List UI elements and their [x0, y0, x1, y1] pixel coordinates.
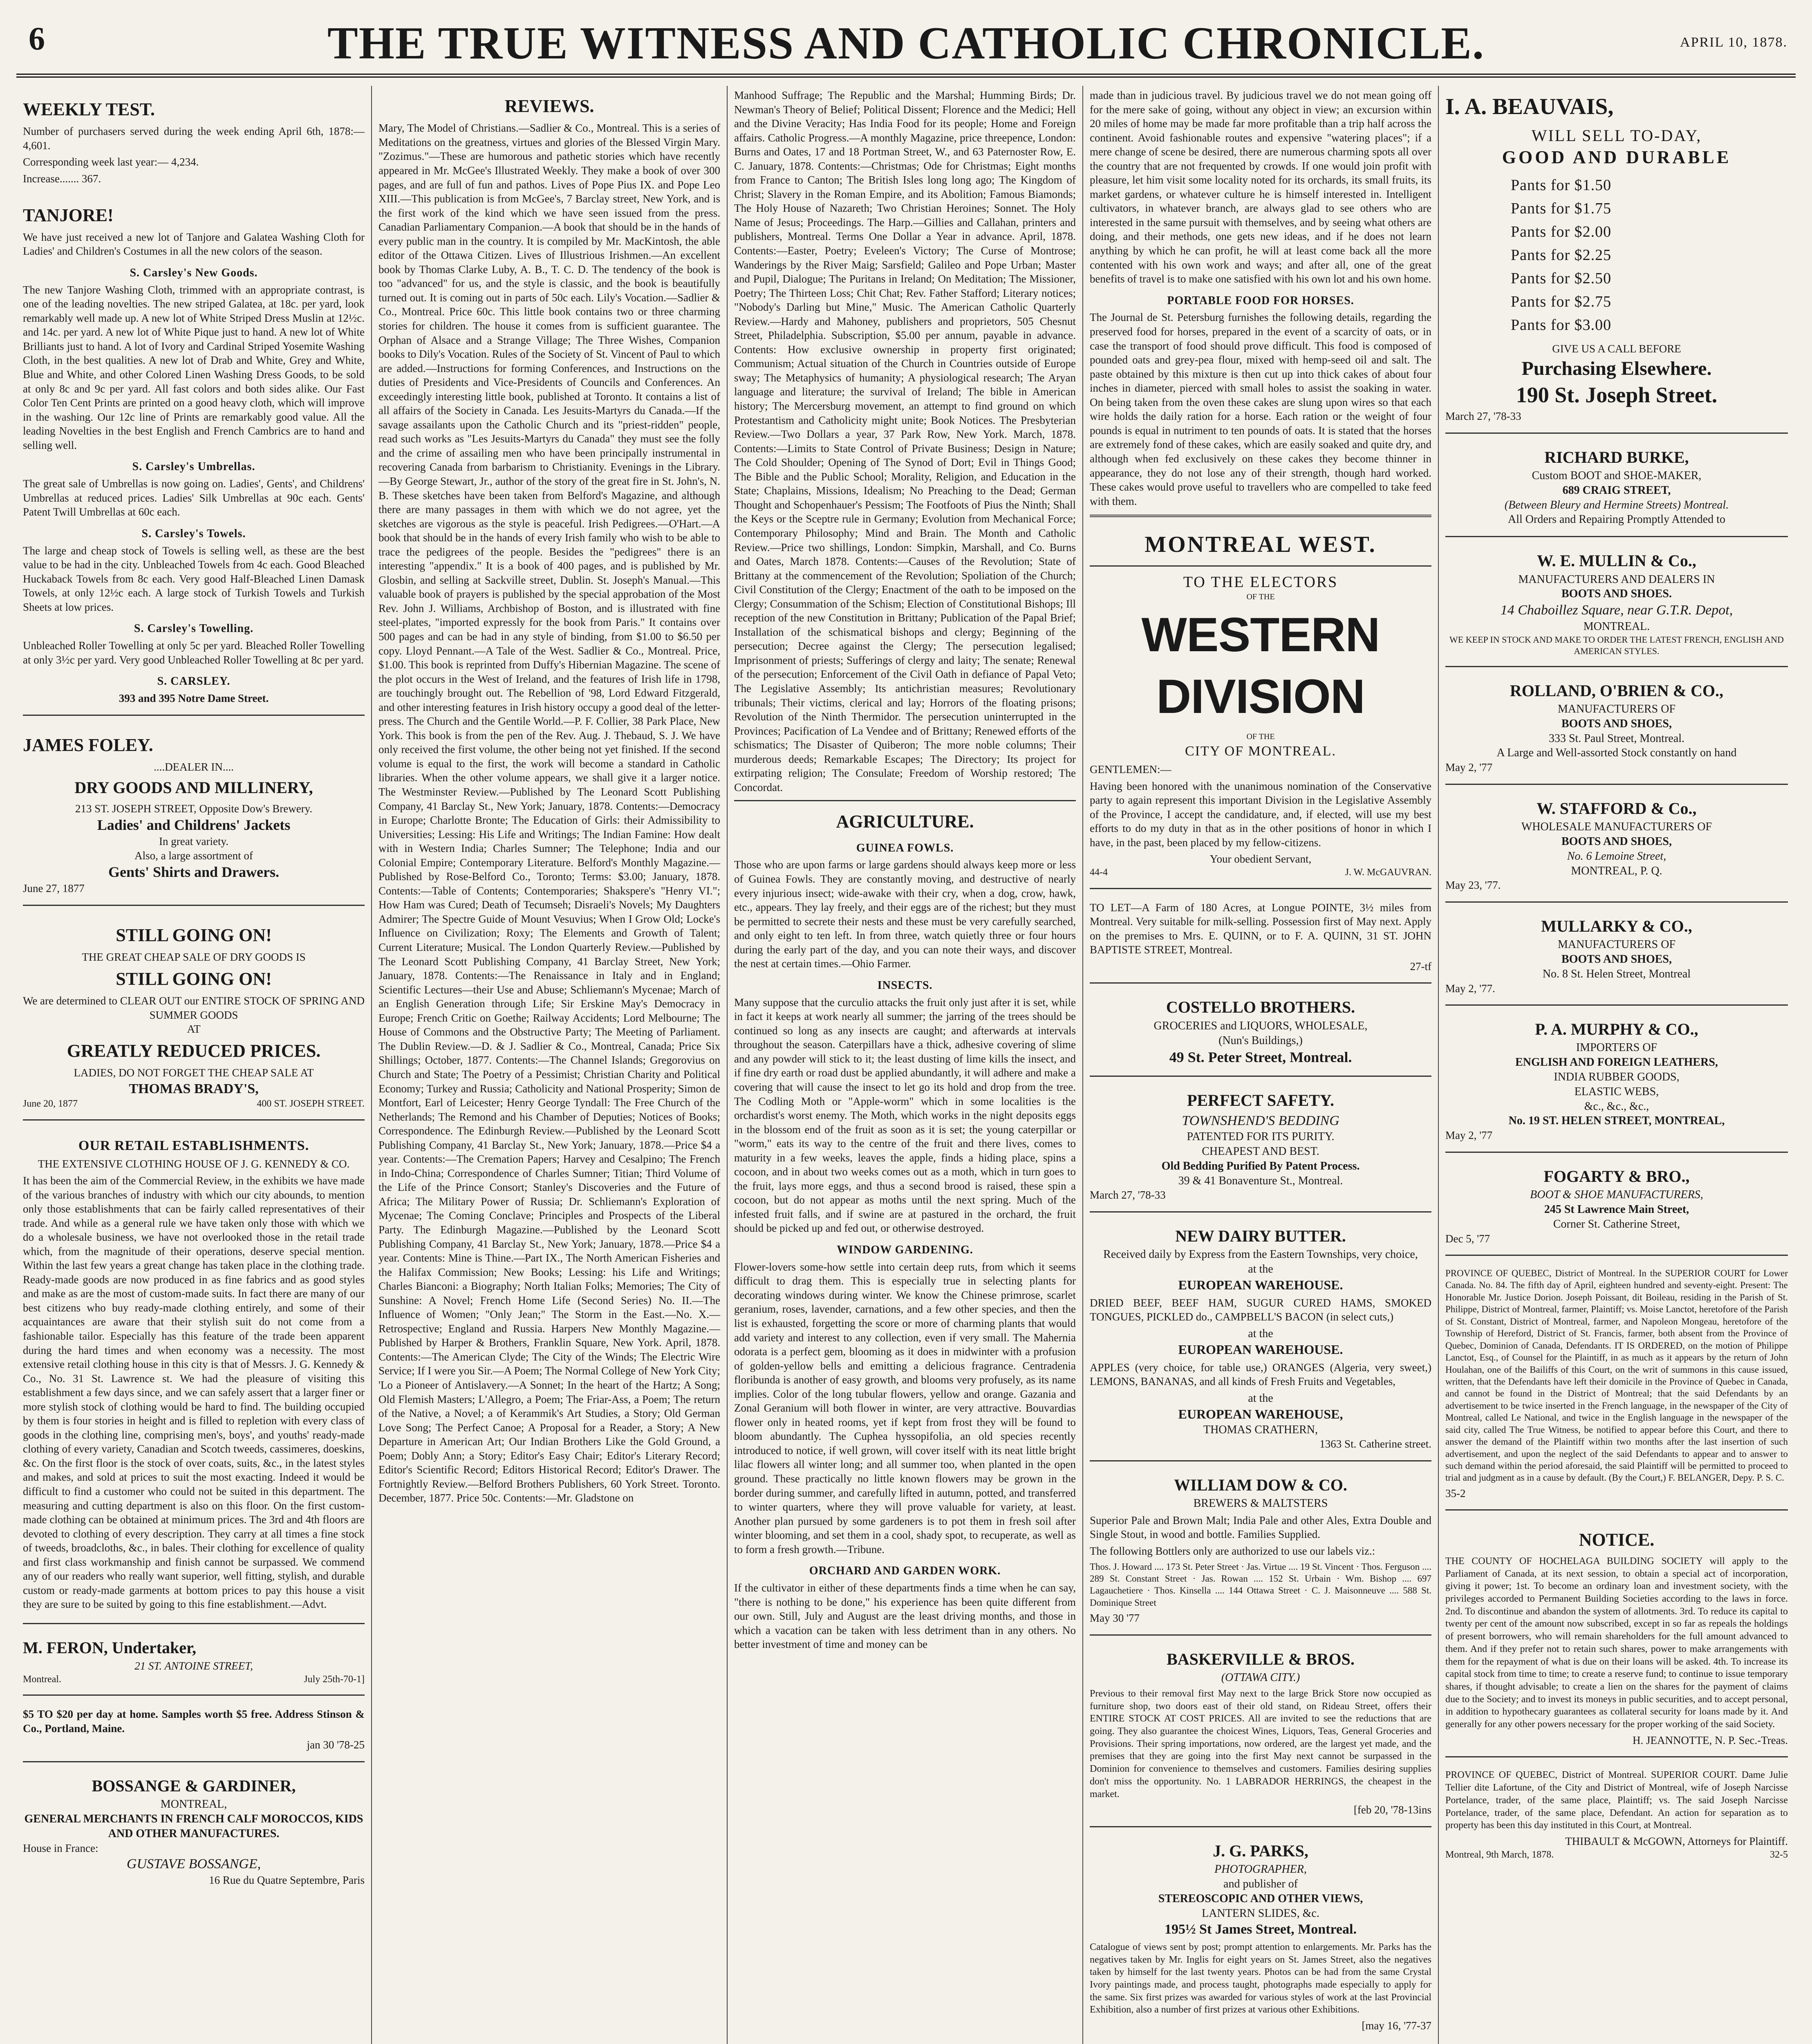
rolland-line: 333 St. Paul Street, Montreal.: [1548, 732, 1685, 745]
foley-date: June 27, 1877: [23, 882, 85, 895]
butter-line: at the: [1248, 1327, 1273, 1340]
parks-date: [may 16, '77-37: [1362, 2019, 1431, 2032]
court-notice: [1445, 1262, 1788, 1504]
baskerville-title: BASKERVILLE & BROS.: [1167, 1650, 1355, 1668]
butter-ad: [1090, 1218, 1431, 1455]
beauvais-line: 190 St. Joseph Street.: [1516, 383, 1718, 408]
mullin-line: WE KEEP IN STOCK AND MAKE TO ORDER THE LATEST FRENCH, ENGLISH AND AMERICAN STYLES.: [1449, 634, 1784, 656]
baskerville-date: [feb 20, '78-13ins: [1353, 1804, 1431, 1816]
separation-notice: [1445, 1763, 1788, 1864]
tanjore-body: Unbleached Roller Towelling at only 5c per yard. Bleached Roller Towelling at only 3½c per yard. Very good Unbleached Roller Towelling at 8c per yard.: [23, 639, 365, 666]
tanjore-subhead: S. Carsley's Towels.: [141, 527, 246, 540]
safety-line: PATENTED FOR ITS PURITY.: [1187, 1130, 1335, 1143]
tanjore-body: The new Tanjore Washing Cloth, trimmed with an appropriate contrast, is one of the leading novelties. The new striped Galatea, at 18c. per yard, look remarkably well made up. A new lot of White Striped Dress Muslin at 12½c. and 14c. per yard. A new lot of White Pique just to hand. A new lot of White Brilliants just to hand. A lot of Ivory and Cardinal Striped Yosemite Washing Cloth, in the best qualities. A new lot of Drab and White, Grey and White, Blue and White, and other Colored Linen Washing Dress Goods, to be sold at only 8c and 9c per yard. All fast colors and both sides alike. Our Fast Color Ten Cent Prints are printed on a good heavy cloth, which will improve in the washing. Our 12c line of Prints are remarkably good value. All the leading Novelties in the best English and French Cambrics are to hand and selling well.: [23, 283, 365, 451]
beauvais-line: GIVE US A CALL BEFORE: [1552, 343, 1681, 355]
feron-city: Montreal.: [23, 1674, 61, 1685]
brady-ad: [23, 912, 365, 1114]
butter-line: EUROPEAN WAREHOUSE,: [1178, 1406, 1343, 1421]
insects-body: Many suppose that the curculio attacks the fruit only just after it is set, while in fact it keeps at work nearly all summer; the jarring of the trees should be continued so long as any insects are caught; and afterwards at intervals throughout the season. Caterpillars have a thick, adhesive covering of slime and any powder will stick to it; the least dusting of lime kills the insect, and if fine dry earth or road dust be applied abundantly, it will adhere and make a covering that will cause the insect to let go its hold and drop from the tree. The Codling Moth or "Apple-worm" which in some localities is the orchardist's worst enemy. The Moth, which works in the night deposits eggs in the blossom end of the fruit as soon as it is set; the young caterpillar or "worm," eats its way to the centre of the fruit and there lives, comes to maturity in a few weeks, leaves the apple, finds a hiding place, spins a cocoon, and in about two weeks comes out as a moth, which in turn goes to the fruit, lays more eggs, and thus a second brood is raised, these spin a cocoon, but do not appear as moths until the next spring. Much of the infested fruit falls, and if swine are at pastured in the orchard, the fruit should be picked up and fed out, or otherwise destroyed.: [734, 996, 1076, 1235]
beauvais-title: I. A. BEAUVAIS,: [1445, 94, 1614, 119]
brady-address: 400 ST. JOSEPH STREET.: [257, 1098, 365, 1109]
divider: [1090, 888, 1431, 889]
beauvais-line: GOOD AND DURABLE: [1502, 147, 1731, 167]
butter-line: at the: [1248, 1392, 1273, 1405]
agriculture-title: AGRICULTURE.: [836, 811, 974, 832]
costello-line: GROCERIES and LIQUORS, WHOLESALE,: [1153, 1019, 1368, 1032]
mw-signature: J. W. McGAUVRAN.: [1345, 867, 1431, 878]
tanjore-body: The large and cheap stock of Towels is selling well, as these are the best value to be had in the city. Unbleached Towels from 4c each. Good Bleached Huckaback Towels from 8c each. Very good Half-Bleached Linen Damask Towels, at only 12½c each. A large stock of Turkish Towels and Turkish Sheets at low prices.: [23, 544, 365, 613]
butter-line: EUROPEAN WAREHOUSE.: [1178, 1342, 1343, 1357]
column-2: [372, 86, 728, 2044]
burke-line: All Orders and Repairing Promptly Attended to: [1508, 513, 1725, 526]
dow-bottlers: Thos. J. Howard .... 173 St. Peter Street · Jas. Virtue .... 19 St. Vincent · Thos. Ferguson .... 289 St. Constant Street · Jas. Rowan .... 152 St. Urbain · Wm. Bishop .... 697 Lagauchetiere · Thos. Kinsella .... 144 Ottawa Street · C. J. Maisonneuve .... 588 St. Dominique Street: [1090, 1561, 1431, 1608]
foley-line: DRY GOODS AND MILLINERY,: [74, 778, 313, 797]
price-item: Pants for $2.25: [1511, 247, 1612, 264]
divider: [1445, 784, 1788, 785]
mullin-line: BOOTS AND SHOES.: [1561, 587, 1672, 601]
newspaper-page: [16, 12, 1796, 2044]
divider: [1090, 1634, 1431, 1636]
dow-line: The following Bottlers only are authorized to use our labels viz.:: [1090, 1545, 1375, 1557]
burke-ad: [1445, 439, 1788, 531]
butter-line: at the: [1248, 1262, 1273, 1275]
butter-fruits: APPLES (very choice, for table use,) ORANGES (Algeria, very sweet,) LEMONS, BANANAS, and all kinds of Fresh Fruits and Vegetables,: [1090, 1361, 1431, 1388]
rolland-line: A Large and Well-assorted Stock constantly on hand: [1496, 746, 1737, 760]
window-body: Flower-lovers some-how settle into certain deep ruts, from which it seems difficult to drag them. This is especially true in selecting plants for decorating windows during winter. We know the Chinese primrose, scarlet geranium, roses, lavender, carnations, and a few other species, and then the list is exhausted, forgetting the score or more of charming plants that would add variety and interest to any collection, even if very small. The Mahernia odorata is a perfect gem, blooming as it does in midwinter with a profusion of golden-yellow bells and emitting a delicious fragrance. Centradenia floribunda is another of easy growth, and blooms very profusely, as its name implies. Color of the long tubular flowers, yellow and orange. Gazania and Zonal Geranium will both flower in winter, are very attractive. Bouvardias flower only in heated rooms, yet if kept from frost they will be found to bloom abundantly. The Cuphea hyssopifolia, an old species recently introduced to notice, if well grown, will cover itself with its neat little bright lilac flowers all winter long; and all summer too, when planted in the open ground. These practically no little known flowers may be grown in the border during summer, and carefully lifted in autumn, potted, and transferred to winter quarters, where they will prove valuable for variety, at least. Another plan pursued by some gardeners is to pot them in fresh soil after winter blooming, and set them in a cool, shady spot, to recuperate, as well as to form a fresh growth.—Tribune.: [734, 1260, 1076, 1555]
mullin-line: 14 Chaboillez Square, near G.T.R. Depot,: [1500, 603, 1733, 618]
burke-title: RICHARD BURKE,: [1544, 448, 1689, 466]
divider: [1090, 982, 1431, 984]
mw-body: Having been honored with the unanimous nomination of the Conservative party to again represent this important Division in the Legislative Assembly of the Province, I accept the candidature, and, if elected, will use my best efforts to do my duty in that as in the other positions of honor in which I have, in the past, been placed by my fellow-citizens.: [1090, 780, 1431, 849]
murphy-line: IMPORTERS OF: [1576, 1041, 1657, 1054]
costello-line: 49 St. Peter Street, Montreal.: [1169, 1049, 1352, 1066]
page-number: 6: [29, 21, 45, 57]
mw-line: OF THE: [1246, 592, 1275, 602]
divider: [1445, 901, 1788, 903]
retail-article: [23, 1126, 365, 1617]
tanjore-title: TANJORE!: [23, 205, 114, 225]
fogarty-line: BOOT & SHOE MANUFACTURERS,: [1530, 1188, 1703, 1201]
weekly-test-title: WEEKLY TEST.: [23, 99, 155, 119]
portable-title: PORTABLE FOOD FOR HORSES.: [1167, 294, 1354, 307]
safety-title: PERFECT SAFETY.: [1187, 1091, 1335, 1110]
divider: [23, 1119, 365, 1121]
brady-line: We are determined to CLEAR OUT our ENTIRE STOCK OF SPRING AND SUMMER GOODS: [23, 995, 365, 1021]
price-item: Pants for $2.50: [1511, 270, 1612, 287]
building-society-notice: [1445, 1516, 1788, 1750]
masthead: [16, 12, 1796, 78]
feron-ad: [23, 1630, 365, 1689]
orchard-title: ORCHARD AND GARDEN WORK.: [809, 1564, 1001, 1578]
parks-ad: [1090, 1833, 1431, 2036]
pants-price-list: [1511, 174, 1788, 337]
tolet-text: TO LET—A Farm of 180 Acres, at Longue POINTE, 3½ miles from Montreal. Very suitable for milk-selling. Possession first of May next. Apply on the premises to Mrs. E. QUINN, or to F. A. QUINN, 31 ST. JOHN BAPTISTE STREET, Montreal.: [1090, 901, 1431, 956]
feron-title: M. FERON, Undertaker,: [23, 1638, 197, 1657]
guinea-body: Those who are upon farms or large gardens should always keep more or less of Guinea Fowls. They are constantly moving, and destructive of nearly every injurious insect; wide-awake with their cry, when a dog, crow, hawk, etc., appears. They lay freely, and their eggs are of the richest; but they must be permitted to secrete their nests and these must be very carefully searched, and only eight to ten left. In from three, watch quietly three or four hours during the early part of the day, and you can note their ways, and discover the nest at certain times.—Ohio Farmer.: [734, 858, 1076, 970]
tolet-ad: [1090, 895, 1431, 977]
brady-line: THE GREAT CHEAP SALE OF DRY GOODS IS: [82, 951, 306, 964]
stinson-ad: [23, 1701, 365, 1755]
retail-subtitle: THE EXTENSIVE CLOTHING HOUSE OF J. G. KENNEDY & CO.: [38, 1158, 350, 1170]
separation-code: 32-5: [1770, 1849, 1788, 1860]
safety-line: TOWNSHEND'S BEDDING: [1182, 1113, 1339, 1128]
divider: [1445, 1004, 1788, 1006]
stinson-date: jan 30 '78-25: [307, 1739, 365, 1751]
mullin-line: MANUFACTURERS AND DEALERS IN: [1518, 573, 1715, 586]
newspaper-title: THE TRUE WITNESS AND CATHOLIC CHRONICLE.: [327, 18, 1485, 69]
divider: [1445, 1255, 1788, 1256]
column-3: [728, 86, 1083, 2044]
stafford-line: MONTREAL, P. Q.: [1571, 864, 1662, 877]
brady-line: LADIES, DO NOT FORGET THE CHEAP SALE AT: [74, 1067, 314, 1079]
portable-body: The Journal de St. Petersburg furnishes the following details, regarding the preserved food for horses, prepared in the event of a scarcity of oats, or in case the transport of food should prove difficult. This food is composed of pounded oats and grey-pea flour, mixed with hemp-seed oil and salt. The paste obtained by this mixture is then cut up into thick cakes of about four inches in diameter, pierced with small holes to assist the soaking in water. On being taken from the oven these cakes are slung upon wires so that each wire holds the daily ration for a horse. Each ration or the weight of four pounds is equal in nutriment to ten pounds of oats. It is stated that the horses are extremely fond of these cakes, which are easily soaked and quite dry, and although when fed exclusively on these cakes they become thinner in appearance, they do not lose any of their strength, though hard worked. These cakes would prove useful to travellers who are compelled to take feed with them.: [1090, 311, 1431, 507]
brady-footer: [23, 1098, 365, 1110]
bossange-ad: [23, 1768, 365, 1890]
bossange-line: GENERAL MERCHANTS IN FRENCH CALF MOROCCOS, KIDS AND OTHER MANUFACTURES.: [24, 1813, 363, 1840]
mullarky-ad: [1445, 908, 1788, 999]
bossange-line: House in France:: [23, 1842, 99, 1854]
mullarky-date: May 2, '77.: [1445, 982, 1495, 995]
tanjore-subhead: S. Carsley's Towelling.: [134, 622, 254, 635]
price-item: Pants for $2.75: [1511, 293, 1612, 311]
separation-signature: THIBAULT & McGOWN, Attorneys for Plaintiff.: [1565, 1835, 1788, 1847]
beauvais-date: March 27, '78-33: [1445, 410, 1521, 423]
baskerville-subtitle: (OTTAWA CITY.): [1221, 1671, 1300, 1684]
columns: [16, 86, 1796, 2044]
mw-greeting: GENTLEMEN:—: [1090, 763, 1171, 776]
burke-line: Custom BOOT and SHOE-MAKER,: [1532, 469, 1702, 482]
divider: [23, 905, 365, 906]
weekly-test-line: Increase....... 367.: [23, 172, 101, 185]
tolet-code: 27-tf: [1410, 960, 1431, 973]
mullin-line: MONTREAL.: [1583, 620, 1650, 633]
safety-line: Old Bedding Purified By Patent Process.: [1161, 1159, 1360, 1172]
window-title: WINDOW GARDENING.: [837, 1243, 973, 1256]
rolland-ad: [1445, 673, 1788, 778]
price-item: Pants for $3.00: [1511, 316, 1612, 334]
murphy-line: No. 19 ST. HELEN STREET, MONTREAL,: [1508, 1114, 1725, 1127]
rolland-line: BOOTS AND SHOES,: [1561, 717, 1672, 730]
fogarty-ad: [1445, 1159, 1788, 1249]
stafford-ad: [1445, 791, 1788, 896]
divider: [1445, 1756, 1788, 1757]
murphy-line: ELASTIC WEBS,: [1574, 1085, 1659, 1098]
brady-line: AT: [187, 1023, 201, 1035]
brady-title: STILL GOING ON!: [116, 925, 272, 946]
tanjore-ad: [23, 192, 365, 709]
murphy-line: INDIA RUBBER GOODS,: [1554, 1070, 1680, 1083]
burke-line: (Between Bleury and Hermine Streets) Montreal.: [1504, 498, 1729, 511]
retail-body: It has been the aim of the Commercial Review, in the exhibits we have made of the various branches of industry with which our city abounds, to mention only those establishments that can be fairly called representatives of their trade. And while as a general rule we have taken only those with which we do a wholesale business, we have not overlooked those in the retail trade which, from the magnitude of their operations, deserve special mention. Within the last few years a great change has taken place in the clothing trade. Ready-made goods are now produced in as fine fabrics and as good styles and make as are the most of custom-made suits. In fact there are many of our best citizens who buy ready-made clothing entirely, and some of their acquaintances are aware that their stylish suit do not come from a fashionable tailor. Especially has this feature of the trade been apparent during the hard times and when economy was a necessity. The most extensive retail clothing house in this city is that of Messrs. J. G. Kennedy & Co., No. 31 St. Lawrence st. We had the pleasure of visiting this establishment a few days since, and we can safely assert that a larger finer or more stylish stock of clothing would be hard to find. The building occupied by them is four stories in height and is filled to repletion with every class of goods in the clothing line, comprising men's, boys', and youths' ready-made clothing of every variety, Canadian and Scotch tweeds, cassimeres, doeskins, &c. On the first floor is the stock of over coats, suits, &c., in the latest styles and makes, and sold at prices to suit the most exacting. Indeed it would be difficult to find a customer who could not be suited in this department. The measuring and cutting department is also on this floor. On the first custom-made clothing can be obtained at minimum prices. The 3rd and 4th floors are devoted to clothing of every description. They carry at all times a fine stock of tweeds, broadcloths, &c., in bales. Their clothing for excellence of quality and first class workmanship and finish cannot be surpassed. We commend any of our readers who really want superior, well fitting, stylish, and durable custom or ready-made garments at bottom prices to pay this house a visit they are sure to be suited by going to this fine establishment.—Advt.: [23, 1174, 365, 1611]
mw-code: 44-4: [1090, 867, 1108, 878]
mw-line: OF THE: [1246, 732, 1275, 742]
carsley-signature: S. CARSLEY.: [157, 675, 231, 688]
bossange-line: MONTREAL,: [160, 1798, 227, 1811]
fogarty-line: Corner St. Catherine Street,: [1553, 1217, 1680, 1230]
feron-footer: [23, 1673, 365, 1686]
foley-line: In great variety.: [159, 835, 228, 848]
rolland-date: May 2, '77: [1445, 761, 1493, 774]
safety-ad: [1090, 1083, 1431, 1206]
divider: [1445, 433, 1788, 434]
stafford-title: W. STAFFORD & Co.,: [1537, 799, 1697, 818]
rolland-title: ROLLAND, O'BRIEN & CO.,: [1510, 681, 1724, 700]
murphy-title: P. A. MURPHY & CO.,: [1535, 1020, 1698, 1039]
dow-date: May 30 '77: [1090, 1612, 1140, 1625]
costello-title: COSTELLO BROTHERS.: [1166, 998, 1355, 1017]
beauvais-ad: [1445, 86, 1788, 427]
brady-line: THOMAS BRADY'S,: [129, 1081, 259, 1096]
bossange-line: 16 Rue du Quatre Septembre, Paris: [209, 1874, 365, 1886]
brady-date: June 20, 1877: [23, 1098, 78, 1109]
foley-ad: [23, 722, 365, 899]
bossange-line: GUSTAVE BOSSANGE,: [126, 1856, 261, 1872]
divider: [1090, 515, 1431, 517]
dow-title: WILLIAM DOW & CO.: [1174, 1475, 1347, 1494]
mw-line: CITY OF MONTREAL.: [1185, 743, 1336, 759]
stinson-text: $5 TO $20 per day at home. Samples worth $5 free. Address Stinson & Co., Portland, Maine.: [23, 1708, 365, 1735]
insects-title: INSECTS.: [877, 979, 933, 992]
issue-date: APRIL 10, 1878.: [1680, 35, 1787, 50]
brady-line: GREATLY REDUCED PRICES.: [67, 1040, 321, 1061]
divider: [1090, 1211, 1431, 1213]
divider: [23, 715, 365, 716]
mullarky-line: BOOTS AND SHOES,: [1561, 953, 1672, 966]
divider: [1090, 1076, 1431, 1077]
beauvais-line: WILL SELL TO-DAY,: [1531, 126, 1702, 145]
foley-line: 213 ST. JOSEPH STREET, Opposite Dow's Brewery.: [75, 802, 313, 815]
divider: [23, 1694, 365, 1696]
stafford-date: May 23, '77.: [1445, 879, 1501, 892]
bossange-title: BOSSANGE & GARDINER,: [92, 1777, 296, 1795]
court-code: 35-2: [1445, 1487, 1466, 1499]
reviews-title: REVIEWS.: [504, 96, 594, 116]
fogarty-date: Dec 5, '77: [1445, 1232, 1490, 1245]
court-body: PROVINCE OF QUEBEC, District of Montreal. In the SUPERIOR COURT for Lower Canada. No. 84. The fifth day of April, eighteen hundred and seventy-eight. Present: The Honorable Mr. Justice Dorion. Joseph Poissant, dit Boileau, residing in the Parish of St. Philippe, District of Montreal, farmer, Plaintiff; vs. Moise Lanctot, heretofore of the Parish of St. Constant, District of Montreal, farmer, and Napoleon Mongeau, heretofore of the Township of Hereford, District of St. Francis, farmer, both absent from the Province of Quebec, Dominion of Canada, Defendants. IT IS ORDERED, on the motion of Philippe Lanctot, Esq., of Counsel for the Plaintiff, in as much as it appears by the return of John Houlahan, one of the Bailiffs of this Court, on the writ of summons in this cause issued, written, that the Defendants have left their domicile in the Province of Quebec in Canada, and cannot be found in the District of Montreal; that the said Defendants by an advertisement to be twice inserted in the French language, in the newspaper of the City of Montreal, called Le National, and twice in the English language in the newspaper of the said city, called The True Witness, be notified to appear before this Court, and there to answer the demand of the Plaintiff within two months after the last insertion of such advertisement, and upon the neglect of the said Defendants to appear and to answer to such demand within the period aforesaid, the said Plaintiff will be permitted to proceed to trial and judgment as in a cause by default. (By the Court,) F. BELANGER, Depy. P. S. C.: [1445, 1268, 1788, 1483]
tanjore-subhead: S. Carsley's New Goods.: [130, 266, 258, 279]
guinea-title: GUINEA FOWLS.: [856, 841, 954, 854]
mullin-ad: [1445, 543, 1788, 660]
mw-signoff: Your obedient Servant,: [1209, 853, 1312, 865]
separation-body: PROVINCE OF QUEBEC, District of Montreal. SUPERIOR COURT. Dame Julie Tellier dite Lafortune, of the City and District of Montreal, wife of Joseph Narcisse Portelance, trader, of the same place, Plaintiff; vs. The said Joseph Narcisse Portelance, trader, of the same place, Defendant. An action for separation as to property has been this day instituted in this Court, at Montreal.: [1445, 1770, 1788, 1831]
divider: [1090, 565, 1431, 567]
retail-title: OUR RETAIL ESTABLISHMENTS.: [78, 1138, 309, 1153]
foley-line: Gents' Shirts and Drawers.: [108, 864, 279, 881]
beauvais-line: Purchasing Elsewhere.: [1521, 357, 1712, 379]
notice-body: THE COUNTY OF HOCHELAGA BUILDING SOCIETY will apply to the Parliament of Canada, at its next session, to obtain a special act of incorporation, giving it power; 1st. To become an ordinary loan and investment society, with the privileges accorded to Permanent Building Societies according to the laws in force. 2nd. To discontinue and abandon the system of allotments. 3rd. To reduce its capital to twenty per cent of the amount now subscribed, except in so far as repeals the holdings of present borrowers, who will remain shareholders for the full amount advanced to them. And if they prefer not to retain such shares, power to make arrangements with them for the repayment of what is due on their loans will be asked. 4th. To increase its capital stock from time to time; to create a reserve fund; to continue to issue temporary shares, if thought advisable; to create a lien on the shares for the payment of claims due to the Society; and to invest its moneys in public securities, and to accept personal, in addition to hypothecary guarantees as collateral security for loans made by it. And generally for any other powers necessary for the proper working of the said Society.: [1445, 1555, 1788, 1730]
butter-line: EUROPEAN WAREHOUSE.: [1178, 1277, 1343, 1292]
divider: [1445, 1152, 1788, 1153]
foley-line: Also, a large assortment of: [134, 849, 253, 862]
burke-line: 689 CRAIG STREET,: [1562, 484, 1671, 497]
foley-line: Ladies' and Childrens' Jackets: [97, 817, 291, 834]
brady-line: STILL GOING ON!: [116, 968, 272, 989]
feron-address: 21 ST. ANTOINE STREET,: [134, 1660, 253, 1672]
fogarty-line: 245 St Lawrence Main Street,: [1544, 1203, 1689, 1216]
murphy-line: ENGLISH AND FOREIGN LEATHERS,: [1515, 1056, 1718, 1069]
divider: [1090, 1826, 1431, 1827]
baskerville-body: Previous to their removal first May next to the large Brick Store now occupied as furniture shop, two doors east of their old stand, on Rideau Street, offers their ENTIRE STOCK AT COST PRICES. All are invited to see the reductions that are going. They also guarantee the choicest Wines, Liquors, Teas, General Groceries and Provisions. Their spring importations, now ordered, are the largest yet made, and the premises that they are going into the first May next cannot be surpassed in the Dominion for convenience to themselves and customers. Families desiring supplies don't miss the opportunity. No. 1 LABRADOR HERRINGS, the cheapest in the market.: [1090, 1688, 1431, 1800]
carsley-address: 393 and 395 Notre Dame Street.: [119, 692, 269, 705]
mw-line: TO THE ELECTORS: [1183, 573, 1338, 591]
montreal-west-ad: [1090, 524, 1431, 882]
parks-line: LANTERN SLIDES, &c.: [1202, 1907, 1319, 1920]
tanjore-body: The great sale of Umbrellas is now going on. Ladies', Gents', and Childrens' Umbrellas at reduced prices. Ladies' Silk Umbrellas at 90c each. Gents' Patent Twill Umbrellas at 60c each.: [23, 477, 365, 518]
separation-date: Montreal, 9th March, 1878.: [1445, 1849, 1554, 1860]
mw-division: WESTERN DIVISION: [1141, 608, 1380, 724]
parks-title: J. G. PARKS,: [1213, 1841, 1308, 1860]
butter-line: 1363 St. Catherine street.: [1319, 1438, 1431, 1450]
divider: [1445, 1509, 1788, 1511]
butter-line: THOMAS CRATHERN,: [1203, 1423, 1318, 1436]
notice-title: NOTICE.: [1579, 1530, 1655, 1550]
murphy-ad: [1445, 1011, 1788, 1146]
reviews-continued: Manhood Suffrage; The Republic and the Marshal; Humming Birds; Dr. Newman's Theory of Belief; Political Dissent; Florence and the Medici; Hell and the Divine Veracity; Has India Food for its people; Home and Foreign affairs. Catholic Progress.—A monthly Magazine, price threepence, London: Burns and Oates, 17 and 18 Portman Street, W., and 63 Paternoster Row, E. C. January, 1878. Contents:—Christmas; Ode for Christmas; Eight months from France to Canton; The British Isles long long ago; The Kingdom of Christ; Slavery in the Roman Empire, and its Abolition; Famous Biamonds; The Holy House of Nazareth; Two Christian Heroines; Sonnet. The Holy Name of Jesus; Proceedings. The Harp.—Gillies and Callahan, printers and publishers, Montreal. Terms One Dollar a Year in advance. April, 1878. Contents:—Easter, Poetry; Eveleen's Victory; The Curse of Montrose; Wanderings by the River Maig; Sarsfield; Galileo and Pope Urban; Master and Pupil, Dialogue; The Puritans in Ireland; On Meditation; The Missioner, Poetry; The Thirteen Loss; Chit Chat; Rev. Father Stafford; Literary notices; "Nobody's Darling but Mine," Music. The American Catholic Quarterly Review.—Hardy and Mahoney, publishers and proprietors, 505 Chesnut Street, Philadelphia. Subscription, $5.00 per annum, payable in advance. Contents: How exclusive ownership in property first originated; Communism; Actual situation of the Church in Countries outside of Europe sway; The Metaphysics of humanity; A physiological research; The Aryan language and literature; the survival of Ireland; The bible in American history; The Mercersburg movement, an attempt to find ground on which Protestantism and Catholicity might unite; Book Notices. The Presbyterian Review.—Two Dollars a year, 37 Park Row, New York. March, 1878. Contents:—Limits to State Control of Private Business; Design in Nature; The Cold Shoulder; Opening of The Synod of Dort; Evil in Things Good; The Bible and the Public School; Morality, Religion, and Education in the State; Chaplains, Missions, Idealism; No Preaching to the Dead; German Thought and Schopenhauer's Pessism; The Footfoots of Pius the Ninth; Shall the Keys or the Sceptre rule in Germany; Evolution from Mechanical Force; Contemporary Philosophy; Mind and Brain. The Month and Catholic Review.—Price two shillings, London: Simpkin, Marshall, and Co. Burns and Oates, March 1878. Contents:—Causes of the Revolution; State of Brittany at the commencement of the Revolution; Spoliation of the Church; Civil Constitution of the Clergy; Enactment of the oath to be imposed on the Clergy; Consummation of the Schism; Election of Constitutional Bishops; Ill reception of the new Constitution in Brittany; Publication of the Papal Brief; Installation of the schismatical bishops and clergy; Beginning of the persecution; Decree against the Clergy; The persecution legalised; Imprisonment of priests; Sufferings of clergy and laity; The senate; Renewal of the persecution; Enforcement of the Civil Oath in defiance of Papal Veto; The Legislative Assembly; Its antichristian measures; Revolutionary tribunals; Their victims, clerical and lay; Horrors of the floating prisons; Revolution of the Ninth Thermidor. The persecution uninterrupted in the Provinces; Pacification of La Vendee and of Brittany; Renewed efforts of the schismatics; The Disaster of Quiberon; The more noble columns; Their murderous deeds; Remarkable Escapes; The Directory; Its project for extirpating religion; The Consulate; Freedom of Worship restored; The Concordat.: [734, 89, 1076, 793]
divider: [734, 800, 1076, 801]
column-4: [1083, 86, 1439, 2044]
orchard-body: If the cultivator in either of these departments finds a time when he can say, "there is nothing to be done," his experience has been quite different from our own. Still, July and August are the least driving months, and those in which a vacation can be taken with less detriment than in any others. No better investment of time and money can be: [734, 1582, 1076, 1651]
notice-signature: H. JEANNOTTE, N. P. Sec.-Treas.: [1633, 1734, 1788, 1746]
rolland-line: MANUFACTURERS OF: [1557, 703, 1676, 715]
parks-line: and publisher of: [1223, 1877, 1298, 1890]
costello-line: (Nun's Buildings,): [1218, 1034, 1303, 1047]
stafford-line: No. 6 Lemoine Street,: [1567, 849, 1666, 863]
foley-line: ....DEALER IN....: [154, 760, 234, 773]
column-5: [1439, 86, 1794, 2044]
divider: [1090, 1460, 1431, 1461]
price-item: Pants for $2.00: [1511, 223, 1612, 241]
price-item: Pants for $1.50: [1511, 177, 1612, 194]
safety-line: 39 & 41 Bonaventure St., Montreal.: [1178, 1174, 1343, 1187]
stafford-line: BOOTS AND SHOES,: [1561, 835, 1672, 848]
mullarky-title: MULLARKY & CO.,: [1541, 917, 1692, 935]
safety-line: CHEAPEST AND BEST.: [1202, 1145, 1319, 1158]
mullin-title: W. E. MULLIN & Co.,: [1537, 551, 1696, 570]
reviews-body: Mary, The Model of Christians.—Sadlier & Co., Montreal. This is a series of Meditations on the greatness, virtues and glories of the Blessed Virgin Mary. "Zozimus."—These are humorous and pathetic stories which have recently appeared in Mr. McGee's Illustrated Weekly. They make a book of over 300 pages, and are full of fun and pathos. Lives of Pope Pius IX. and Pope Leo XIII.—This publication is from McGee's, 7 Barclay street, New York, and is the first work of the kind which we have seen issued from the press. Canadian Parliamentary Companion.—A book that should be in the hands of every public man in the country. It is compiled by Mr. MacKintosh, the able editor of the Ottawa Citizen. Lives of Illustrious Irishmen.—An excellent book by Thomas Clarke Luby, A. B., T. C. D. The tendency of the book is too "advanced" for us, and the style is classic, and the book is beautifully turned out. It is coming out in parts of 50c each. Lily's Vocation.—Sadlier & Co., Montreal. Price 60c. This little book contains two or three charming stories for children. The house it comes from is sufficient guarantee. The Orphan of Alsace and a Strange Village; The Three Wishes, Companion books to Dily's Vocation. Rules of the Society of St. Vincent of Paul to which are added.—Instructions for forming Conferences, and Instructions on the duties of Presidents and Vice-Presidents of Councils and Conferences. An exceedingly interesting little book, published at Toronto. It contains a list of all affairs of the Society in Canada. Les Jesuits-Martyrs du Canada.—If the savage assailants upon the Catholic Church and its "priest-ridden" people, read such works as "Les Jesuits-Martyrs du Canada" they must see the folly and the crime of assailing men who have been principally instrumental in recovering Canada from barbarism to Christianity. Evenings in the Library.—By George Stewart, Jr., author of the story of the great fire in St. John's, N. B. These sketches have been taken from Belford's Magazine, and although there are many passages in them with which we do not agree, yet the sketches are vigorous as the style is peaceful. Irish Pedigrees.—O'Hart.—A book that should be in the hands of every Irish family who wish to be able to trace the pedigrees of the people. Besides the "pedigrees" there is an interesting "appendix." It is a book of 400 pages, and is published by Mr. Glosbin, and selling at Sackville street, Dublin. St. Joseph's Manual.—This valuable book of prayers is published by the special approbation of the Most Rev. John J. Williams, Archbishop of Boston, and is illustrated with fine steel-plates, "imported expressly for the book from Paris." It contains over 500 pages and can be had in any style of binding, from $1.00 to $6.50 per copy. Lloyd Pennant.—A Tale of the West. Sadlier & Co., Montreal. Price, $1.00. This book is reprinted from Duffy's Hibernian Magazine. The scene of the plot occurs in the West of Ireland, and the features of Irish life in 1798, are touchingly brought out. The Rebellion of '98, Lord Edward Fitzgerald, and other interesting features in Irish history occupy a good deal of the letter-press. The Church and the Gentile World.—P. F. Collier, 38 Park Place, New York. This book is from the pen of the Rev. Aug. J. Thebaud, S. J. We have only received the first volume, the other being not yet finished. If the second volume is equal to the first, the work will become a standard in Catholic libraries. When the other volume appears, we shall give it a larger notice. The Westminster Review.—Published by The Leonard Scott Publishing Company, 41 Barclay St., New York; January, 1878. Contents:—Democracy in Europe; Charlotte Bronte; The Education of Girls: their Admissibility to Universities; Lessing: His Life and Writings; The Indian Famine: How dealt with in Western India; Charles Sumner; The Telephone; India and our Colonial Empire; Contemporary Literature. Belford's Monthly Magazine.—Published by Rose-Belford Co., Toronto; Terms: $3.00; January, 1878. Contents:—Table of Contents; Contemporaries; Shakspere's "Henry VI."; How Ham was Cured; Death of Tecumseh; Disraeli's Novels; My Daughters Admirer; The Spectre Guide of Mount Vesuvius; When I Grow Old; Locke's Influence on Civilization; Roxy; The Elements and Growth of Talent; Current Literature; Musical. The London Quarterly Review.—Published by The Leonard Scott Publishing Company, 41 Barclay Street, New York; January, 1878. Contents:—The Renaissance in Italy and in England; Scientific Lectures—their Use and Abuse; Schliemann's Mycenae; March of an English Generation through Life; Sir Erskine May's Democracy in Europe; French Critic on Goethe; Railway Accidents; Lord Melbourne; The House of Commons and the Obstructive Party; The Meeting of Parliament. The Dublin Review.—D. & J. Sadlier & Co., Montreal, Canada; Price Six Shillings; October, 1877. Contents:—The Channel Islands; Gregorovius on Church and State; The Poetry of a Pessimist; Christian Charity and Political Economy; Turkey and Russia; Catholicity and National Prosperity; Simon de Montfort, Earl of Leicester; Henry George Tyndall: The Free Church of the Netherlands; The Remond and his Chamber of Deputies; Notices of Books; Correspondence. The Edinburgh Review.—Published by the Leonard Scott Publishing Company, 41 Barclay St., New York; January, 1878.—Price $4 a year. Contents:—The Cremation Papers; Harvey and Cesalpino; The French in Indo-China; Correspondence of Charles Sumner; Titian; Third Volume of the Life of the Prince Consort; Stanley's Discoveries and the Future of Africa; The Military Power of Russia; Dr. Schliemann's Exploration of Mycenae; The Coming Conclave; Principles and Prospects of the Liberal Party. The Edinburgh Magazine.—Published by the Leonard Scott Publishing Company, 41 Barclay St., New York; January, 1878.—Price $4 a year. Contents: Mine is Thine.—Part IX., The North American Fisheries and the Halifax Commission; New Books; Lessing: his Life and Writings; Charles Bianconi: a Biography; North Italian Folks; Memories; The City of Sunshine: A Novel; French Home Life (Second Series) No. II.—The Influence of Women; "Only Jean;" The Storm in the East.—No. X.—Retrospective; England and Russia. Harpers New Monthly Magazine.—Published by Harper & Brothers, Franklin Square, New York. April, 1878. Contents:—The American Clyde; The City of the Winds; The Electric Wire Service; If I were you Sir.—A Poem; The Normal College of New York City; 'Lo a Pioneer of Antislavery.—A Sonnet; In the heart of the Hartz; A Song; Old Flemish Masters; L'Allegro, a Poem; The Friar-Ass, a Poem; The return of the Native, a Novel; a of Kerammik's Art Studies, a Story; Old German Love Song; The Perfect Canoe; A Proposal for a Reader, a Story; A New Departure in American Art; Our Indian Brothers Like the Gold Ground, a Poem; Dobly Ann; a Story; Editor's Easy Chair; Editor's Literary Record; Editor's Scientific Record; Editors Historical Record; Editor's Drawer. The Fortnightly Review.—Belford Brothers Publishers, 60 York Street. Toronto. December, 1877. Price 50c. Contents:—Mr. Gladstone on: [379, 122, 720, 1504]
divider: [1445, 666, 1788, 667]
price-item: Pants for $1.75: [1511, 200, 1612, 217]
butter-items: DRIED BEEF, BEEF HAM, SUGUR CURED HAMS, SMOKED TONGUES, PICKLED do., CAMPBELL'S BACON (in select cuts,): [1090, 1296, 1431, 1323]
mullarky-line: MANUFACTURERS OF: [1557, 938, 1676, 951]
mw-footer: [1090, 866, 1431, 879]
orchard-continued: made than in judicious travel. By judicious travel we do not mean going off for the mere sake of going, without any object in view; an excursion within 20 miles of home may be made far more profitable than a trip half across the continent. Avoid fashionable routes and expensive "watering places"; if a mere change of scene be desired, there are numerous charming spots all over the country that are not frequented by crowds. If one would join profit with pleasure, let him visit some locality noted for its orchards, its small fruits, its market gardens, or whatever culture he is himself interested in. Intelligent cultivators, in whatever branch, are always glad to see others who are interested in the same pursuit with themselves, and by seeing what others are doing, and their methods, one gets new ideas, and if he does not learn anything by which he can profit, he will at least come back all the more contented with his own work and ways; and after all, one of the great benefits of travel is to make one satisfied with his own lot and his own home.: [1090, 89, 1431, 285]
costello-ad: [1090, 989, 1431, 1070]
tanjore-subhead: S. Carsley's Umbrellas.: [132, 460, 255, 473]
mw-title: MONTREAL WEST.: [1145, 532, 1377, 558]
butter-line: Received daily by Express from the Eastern Townships, very choice,: [1103, 1248, 1418, 1261]
divider: [23, 1761, 365, 1762]
fogarty-title: FOGARTY & BRO.,: [1543, 1167, 1690, 1186]
weekly-test-ad: [23, 86, 365, 192]
parks-line: STEREOSCOPIC AND OTHER VIEWS,: [1158, 1892, 1363, 1905]
feron-date: July 25th-70-1]: [304, 1674, 365, 1685]
dow-subtitle: BREWERS & MALTSTERS: [1193, 1497, 1328, 1510]
column-1: [16, 86, 372, 2044]
parks-body: Catalogue of views sent by post; prompt attention to enlargements. Mr. Parks has the negatives taken by Mr. Inglis for eight years on St. James Street, also the negatives taken by himself for the last twenty years. Photos can be had from the same Crystal Ivory paintings made, and process taught, photographs made especially to apply for the same. Six first prizes was awarded for various styles of work at the last Provincial Exhibition, also a number of first prizes at various other Exhibitions.: [1090, 1941, 1431, 2015]
dow-line: Superior Pale and Brown Malt; India Pale and other Ales, Extra Double and Single Stout, in wood and bottle. Families Supplied.: [1090, 1514, 1431, 1541]
divider: [1445, 536, 1788, 537]
weekly-test-line: Corresponding week last year:— 4,234.: [23, 156, 199, 168]
mullarky-line: No. 8 St. Helen Street, Montreal: [1542, 967, 1691, 980]
separation-footer: [1445, 1849, 1788, 1861]
tanjore-intro: We have just received a new lot of Tanjore and Galatea Washing Cloth for Ladies' and Children's Costumes in all the new colors of the season.: [23, 231, 365, 258]
safety-date: March 27, '78-33: [1090, 1189, 1166, 1201]
dow-ad: [1090, 1467, 1431, 1629]
parks-line: 195½ St James Street, Montreal.: [1165, 1922, 1357, 1937]
divider: [23, 1623, 365, 1624]
butter-title: NEW DAIRY BUTTER.: [1175, 1226, 1346, 1245]
baskerville-ad: [1090, 1641, 1431, 1820]
murphy-date: May 2, '77: [1445, 1129, 1493, 1142]
parks-line: PHOTOGRAPHER,: [1214, 1863, 1307, 1876]
weekly-test-line: Number of purchasers served during the week ending April 6th, 1878:— 4,601.: [23, 125, 365, 152]
murphy-line: &c., &c., &c.,: [1584, 1100, 1649, 1113]
foley-title: JAMES FOLEY.: [23, 735, 153, 755]
stafford-line: WHOLESALE MANUFACTURERS OF: [1521, 820, 1712, 834]
